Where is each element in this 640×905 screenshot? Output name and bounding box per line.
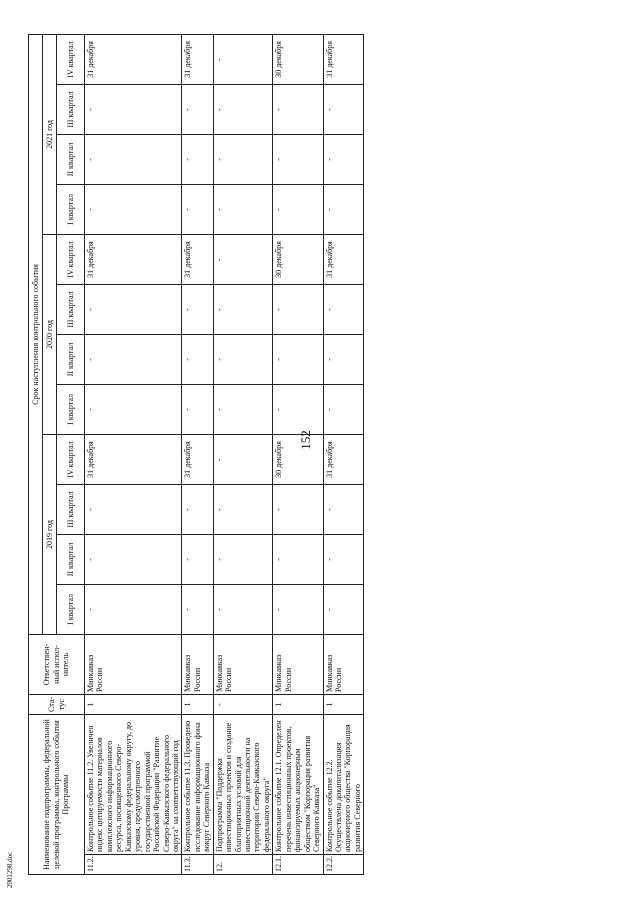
term-cell: - (273, 285, 323, 335)
header-quarter: III квартал (57, 285, 85, 335)
term-cell: - (323, 335, 364, 385)
term-cell: - (182, 185, 213, 235)
header-quarter: III квартал (57, 485, 85, 535)
control-events-table (28, 34, 364, 875)
term-cell: - (85, 335, 182, 385)
term-cell: - (85, 535, 182, 585)
header-quarter: II квартал (57, 135, 85, 185)
row-responsible: Минкавказ России (323, 635, 364, 695)
term-cell: 31 декабря (85, 435, 182, 485)
term-cell: - (273, 535, 323, 585)
term-cell: - (182, 285, 213, 335)
row-name: Контрольное событие 12.2. Осуществлена докапитализация акционерного общества "Корпорация развития Северного (323, 715, 364, 855)
term-cell: - (273, 85, 323, 135)
term-cell: 31 декабря (182, 435, 213, 485)
row-name: Подпрограмма "Поддержка инвестиционных проектов и создание благоприятных условий для инвестиционной деятельности на территории Северо-Кавказского федерального округа" (213, 715, 273, 855)
term-cell: - (323, 85, 364, 135)
header-term-group: Срок наступления контрольного события (29, 34, 43, 634)
term-cell: - (213, 85, 273, 135)
header-quarter: III квартал (57, 85, 85, 135)
row-responsible: Минкавказ России (85, 635, 182, 695)
term-cell: - (323, 535, 364, 585)
term-cell: - (85, 385, 182, 435)
term-cell: 31 декабря (323, 435, 364, 485)
term-cell: - (213, 235, 273, 285)
row-status: 1 (85, 695, 182, 715)
header-quarter: II квартал (57, 335, 85, 385)
term-cell: - (182, 85, 213, 135)
term-cell: - (85, 135, 182, 185)
row-name: Контрольное событие 11.3. Проведено исследование информационного фона вокруг Северного Кавказа (182, 715, 213, 855)
row-number: 12. (213, 855, 273, 875)
term-cell: - (323, 585, 364, 635)
term-cell: - (85, 585, 182, 635)
term-cell: - (213, 435, 273, 485)
header-quarter: IV квартал (57, 435, 85, 485)
term-cell: - (273, 385, 323, 435)
term-cell: - (323, 135, 364, 185)
table-row (182, 34, 213, 874)
term-cell: - (213, 485, 273, 535)
row-responsible: Минкавказ России (273, 635, 323, 695)
term-cell: 30 декабря (273, 34, 323, 84)
term-cell: - (213, 285, 273, 335)
table-row (85, 34, 182, 874)
row-status: 1 (323, 695, 364, 715)
term-cell: - (273, 585, 323, 635)
footer-file-code: 2901298.doc (6, 851, 14, 889)
page-number: 152 (298, 430, 313, 450)
term-cell: - (273, 135, 323, 185)
header-year-2020: 2020 год (43, 235, 57, 435)
term-cell: - (323, 285, 364, 335)
term-cell: 31 декабря (182, 235, 213, 285)
row-number: 12.2. (323, 855, 364, 875)
row-responsible: Минкавказ России (213, 635, 273, 695)
header-quarter: II квартал (57, 535, 85, 585)
header-quarter: IV квартал (57, 235, 85, 285)
term-cell: 31 декабря (85, 34, 182, 84)
row-responsible: Минкавказ России (182, 635, 213, 695)
term-cell: 30 декабря (273, 435, 323, 485)
document-page (28, 35, 618, 875)
term-cell: - (85, 185, 182, 235)
row-name: Контрольное событие 12.1. Определен перечень инвестиционных проектов, финансируемых акционерным обществом "Корпорация развития Северного Кавказа" (273, 715, 323, 855)
term-cell: - (213, 585, 273, 635)
term-cell: - (182, 385, 213, 435)
header-status: Ста-тус (29, 695, 85, 715)
term-cell: - (213, 385, 273, 435)
term-cell: 30 декабря (273, 235, 323, 285)
header-quarter: I квартал (57, 385, 85, 435)
term-cell: - (213, 135, 273, 185)
term-cell: - (182, 535, 213, 585)
term-cell: - (213, 335, 273, 385)
term-cell: - (182, 485, 213, 535)
term-cell: - (213, 34, 273, 84)
header-responsible: Ответствен-ный испол-нитель (29, 635, 85, 695)
row-number: 12.1. (273, 855, 323, 875)
row-number: 11.3. (182, 855, 213, 875)
table-row (273, 34, 323, 874)
header-quarter: IV квартал (57, 34, 85, 84)
term-cell: 31 декабря (85, 235, 182, 285)
term-cell: - (85, 485, 182, 535)
term-cell: - (213, 185, 273, 235)
term-cell: - (323, 185, 364, 235)
header-quarter: I квартал (57, 585, 85, 635)
term-cell: - (85, 85, 182, 135)
header-quarter: I квартал (57, 185, 85, 235)
term-cell: - (213, 535, 273, 585)
row-number: 11.2. (85, 855, 182, 875)
term-cell: - (182, 335, 213, 385)
rotated-page (0, 35, 620, 905)
term-cell: 31 декабря (323, 235, 364, 285)
row-name: Контрольное событие 11.2. Увеличен индекс цитируемости материалов комплексного информационного ресурса, посвященного Северо-Кавказскому федеральному округу, до уровня, предусмотренного государственной программой Российской Федерации "Развитие Северо-Кавказского федерального округа" на соответствующий год (85, 715, 182, 855)
term-cell: - (85, 285, 182, 335)
row-status: - (213, 695, 273, 715)
row-status: 1 (273, 695, 323, 715)
term-cell: - (182, 135, 213, 185)
term-cell: - (182, 585, 213, 635)
table-row (323, 34, 364, 874)
term-cell: 31 декабря (323, 34, 364, 84)
term-cell: - (323, 485, 364, 535)
term-cell: - (273, 485, 323, 535)
table-row (213, 34, 273, 874)
header-year-2019: 2019 год (43, 435, 57, 635)
term-cell: - (273, 335, 323, 385)
row-status: 1 (182, 695, 213, 715)
header-name: Наименование подпрограммы, федеральной целевой программы, контрольного события Программы (29, 715, 85, 875)
term-cell: 31 декабря (182, 34, 213, 84)
term-cell: - (323, 385, 364, 435)
term-cell: - (273, 185, 323, 235)
header-year-2021: 2021 год (43, 34, 57, 234)
